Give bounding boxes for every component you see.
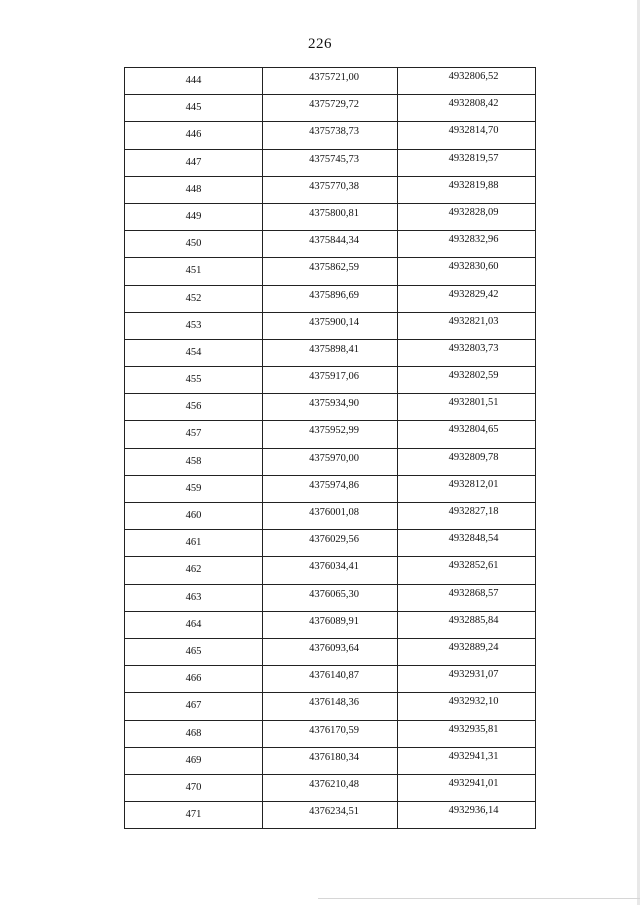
y-coordinate-text: 4932821,03 <box>448 315 499 327</box>
point-number-text: 449 <box>185 210 202 222</box>
point-number-text: 447 <box>185 156 202 168</box>
point-number-cell <box>125 394 263 421</box>
y-coordinate-text: 4932814,70 <box>448 125 499 137</box>
table-row <box>125 258 536 285</box>
point-number-text: 450 <box>185 238 202 250</box>
table-row <box>125 448 536 475</box>
point-number-text: 452 <box>185 292 202 304</box>
y-coordinate-cell <box>398 122 536 149</box>
x-coordinate-cell <box>263 448 398 475</box>
table-row <box>125 530 536 557</box>
table-row <box>125 149 536 176</box>
coordinates-table <box>124 67 536 829</box>
table-row <box>125 394 536 421</box>
table-row <box>125 231 536 258</box>
x-coordinate-text: 4376089,91 <box>309 615 359 627</box>
x-coordinate-cell <box>263 611 398 638</box>
point-number-cell <box>125 747 263 774</box>
x-coordinate-cell <box>263 367 398 394</box>
y-coordinate-text: 4932868,57 <box>448 587 499 599</box>
x-coordinate-cell <box>263 68 398 95</box>
y-coordinate-cell <box>398 285 536 312</box>
x-coordinate-text: 4375844,34 <box>309 235 359 247</box>
table-row <box>125 68 536 95</box>
y-coordinate-text: 4932827,18 <box>448 506 499 517</box>
point-number-cell <box>125 530 263 557</box>
y-coordinate-cell <box>398 176 536 203</box>
y-coordinate-cell <box>398 638 536 665</box>
point-number-cell <box>125 339 263 366</box>
table-row <box>125 475 536 502</box>
x-coordinate-text: 4375800,81 <box>309 207 359 219</box>
x-coordinate-text: 4375900,14 <box>309 316 359 328</box>
y-coordinate-text: 4932806,52 <box>448 71 499 82</box>
point-number-cell <box>125 720 263 747</box>
y-coordinate-text: 4932801,51 <box>448 397 499 409</box>
table-row <box>125 203 536 230</box>
point-number-cell <box>125 448 263 475</box>
point-number-text: 471 <box>185 809 202 821</box>
point-number-text: 456 <box>185 401 202 413</box>
x-coordinate-cell <box>263 720 398 747</box>
y-coordinate-text: 4932819,88 <box>448 179 499 191</box>
point-number-cell <box>125 231 263 258</box>
x-coordinate-cell <box>263 747 398 774</box>
point-number-text: 463 <box>185 591 202 603</box>
x-coordinate-cell <box>263 95 398 122</box>
point-number-cell <box>125 149 263 176</box>
y-coordinate-cell <box>398 584 536 611</box>
point-number-cell <box>125 68 263 95</box>
x-coordinate-cell <box>263 693 398 720</box>
point-number-cell <box>125 421 263 448</box>
x-coordinate-text: 4376234,51 <box>309 806 359 818</box>
y-coordinate-text: 4932935,81 <box>448 723 499 735</box>
x-coordinate-cell <box>263 231 398 258</box>
y-coordinate-text: 4932804,65 <box>448 424 499 436</box>
y-coordinate-text: 4932941,31 <box>448 750 499 762</box>
table-row <box>125 638 536 665</box>
y-coordinate-cell <box>398 231 536 258</box>
point-number-text: 468 <box>185 727 202 739</box>
x-coordinate-cell <box>263 421 398 448</box>
x-coordinate-text: 4375974,86 <box>309 479 359 491</box>
y-coordinate-cell <box>398 557 536 584</box>
x-coordinate-text: 4376001,08 <box>309 507 359 518</box>
point-number-cell <box>125 503 263 530</box>
point-number-cell <box>125 693 263 720</box>
point-number-text: 464 <box>185 618 202 630</box>
y-coordinate-cell <box>398 339 536 366</box>
y-coordinate-cell <box>398 394 536 421</box>
x-coordinate-text: 4376093,64 <box>309 642 359 654</box>
x-coordinate-cell <box>263 339 398 366</box>
point-number-text: 465 <box>185 645 202 657</box>
table-row <box>125 312 536 339</box>
x-coordinate-text: 4376034,41 <box>309 561 359 573</box>
point-number-cell <box>125 258 263 285</box>
y-coordinate-text: 4932830,60 <box>448 261 499 273</box>
y-coordinate-text: 4932889,24 <box>448 641 499 653</box>
x-coordinate-text: 4375970,00 <box>309 452 359 464</box>
y-coordinate-text: 4932809,78 <box>448 451 499 463</box>
x-coordinate-cell <box>263 530 398 557</box>
point-number-cell <box>125 774 263 801</box>
table-row <box>125 503 536 530</box>
x-coordinate-text: 4376180,34 <box>309 751 359 763</box>
y-coordinate-text: 4932832,96 <box>448 234 499 246</box>
y-coordinate-cell <box>398 475 536 502</box>
point-number-cell <box>125 367 263 394</box>
point-number-text: 460 <box>185 510 202 521</box>
y-coordinate-cell <box>398 421 536 448</box>
y-coordinate-cell <box>398 68 536 95</box>
table-row <box>125 367 536 394</box>
point-number-text: 451 <box>185 265 202 277</box>
y-coordinate-text: 4932852,61 <box>448 560 499 572</box>
y-coordinate-cell <box>398 149 536 176</box>
point-number-cell <box>125 475 263 502</box>
y-coordinate-text: 4932848,54 <box>448 533 499 545</box>
x-coordinate-cell <box>263 285 398 312</box>
y-coordinate-cell <box>398 802 536 829</box>
table-row <box>125 421 536 448</box>
x-coordinate-text: 4376148,36 <box>309 697 359 709</box>
x-coordinate-cell <box>263 475 398 502</box>
point-number-text: 466 <box>185 673 202 685</box>
x-coordinate-cell <box>263 258 398 285</box>
x-coordinate-cell <box>263 666 398 693</box>
point-number-text: 458 <box>185 455 202 467</box>
y-coordinate-text: 4932941,01 <box>448 777 499 789</box>
point-number-text: 461 <box>185 537 202 549</box>
y-coordinate-cell <box>398 666 536 693</box>
y-coordinate-cell <box>398 95 536 122</box>
table-row <box>125 122 536 149</box>
table-row <box>125 774 536 801</box>
y-coordinate-text: 4932828,09 <box>448 206 499 218</box>
x-coordinate-cell <box>263 774 398 801</box>
y-coordinate-text: 4932808,42 <box>448 98 499 110</box>
point-number-cell <box>125 557 263 584</box>
x-coordinate-cell <box>263 149 398 176</box>
y-coordinate-cell <box>398 312 536 339</box>
x-coordinate-cell <box>263 176 398 203</box>
table-row <box>125 611 536 638</box>
point-number-cell <box>125 285 263 312</box>
point-number-cell <box>125 584 263 611</box>
point-number-cell <box>125 203 263 230</box>
x-coordinate-cell <box>263 122 398 149</box>
y-coordinate-cell <box>398 611 536 638</box>
point-number-text: 454 <box>185 346 202 358</box>
table-row <box>125 802 536 829</box>
point-number-text: 444 <box>185 75 202 86</box>
x-coordinate-text: 4375745,73 <box>309 153 359 165</box>
point-number-text: 459 <box>185 482 202 494</box>
y-coordinate-cell <box>398 258 536 285</box>
x-coordinate-text: 4376029,56 <box>309 534 359 546</box>
x-coordinate-cell <box>263 503 398 530</box>
x-coordinate-text: 4376065,30 <box>309 588 359 600</box>
y-coordinate-cell <box>398 720 536 747</box>
table-row <box>125 176 536 203</box>
x-coordinate-text: 4375721,00 <box>309 72 359 83</box>
y-coordinate-text: 4932812,01 <box>448 478 499 490</box>
y-coordinate-text: 4932803,73 <box>448 342 499 354</box>
point-number-cell <box>125 122 263 149</box>
y-coordinate-text: 4932932,10 <box>448 696 499 708</box>
point-number-cell <box>125 95 263 122</box>
point-number-text: 470 <box>185 781 202 793</box>
table-row <box>125 339 536 366</box>
y-coordinate-text: 4932802,59 <box>448 370 499 382</box>
y-coordinate-cell <box>398 774 536 801</box>
point-number-text: 448 <box>185 183 202 195</box>
point-number-text: 446 <box>185 129 202 141</box>
x-coordinate-cell <box>263 312 398 339</box>
x-coordinate-cell <box>263 638 398 665</box>
x-coordinate-text: 4375770,38 <box>309 180 359 192</box>
table-row <box>125 285 536 312</box>
x-coordinate-text: 4375952,99 <box>309 425 359 437</box>
table-row <box>125 693 536 720</box>
x-coordinate-text: 4376170,59 <box>309 724 359 736</box>
y-coordinate-cell <box>398 693 536 720</box>
x-coordinate-text: 4375738,73 <box>309 126 359 138</box>
x-coordinate-cell <box>263 802 398 829</box>
coordinates-table-body <box>125 68 536 829</box>
x-coordinate-text: 4375934,90 <box>309 398 359 410</box>
y-coordinate-text: 4932885,84 <box>448 614 499 626</box>
page-number: 226 <box>308 36 332 52</box>
point-number-cell <box>125 638 263 665</box>
x-coordinate-text: 4375896,69 <box>309 289 359 301</box>
y-coordinate-cell <box>398 448 536 475</box>
x-coordinate-text: 4375729,72 <box>309 99 359 111</box>
point-number-cell <box>125 176 263 203</box>
point-number-text: 462 <box>185 564 202 576</box>
y-coordinate-cell <box>398 503 536 530</box>
point-number-cell <box>125 611 263 638</box>
y-coordinate-text: 4932819,57 <box>448 152 499 164</box>
y-coordinate-text: 4932936,14 <box>448 805 499 817</box>
x-coordinate-text: 4375898,41 <box>309 343 359 355</box>
table-row <box>125 666 536 693</box>
table-row <box>125 720 536 747</box>
point-number-text: 457 <box>185 428 202 440</box>
x-coordinate-text: 4375862,59 <box>309 262 359 274</box>
scan-edge-bottom <box>318 898 640 899</box>
point-number-cell <box>125 666 263 693</box>
point-number-cell <box>125 802 263 829</box>
y-coordinate-text: 4932829,42 <box>448 288 499 300</box>
x-coordinate-cell <box>263 557 398 584</box>
x-coordinate-text: 4376210,48 <box>309 778 359 790</box>
y-coordinate-cell <box>398 367 536 394</box>
x-coordinate-text: 4375917,06 <box>309 371 359 383</box>
point-number-cell <box>125 312 263 339</box>
point-number-text: 453 <box>185 319 202 331</box>
y-coordinate-cell <box>398 530 536 557</box>
point-number-text: 445 <box>185 102 202 114</box>
point-number-text: 469 <box>185 754 202 766</box>
y-coordinate-cell <box>398 747 536 774</box>
x-coordinate-cell <box>263 203 398 230</box>
point-number-text: 467 <box>185 700 202 712</box>
y-coordinate-cell <box>398 203 536 230</box>
table-row <box>125 584 536 611</box>
y-coordinate-text: 4932931,07 <box>448 669 499 681</box>
table-row <box>125 95 536 122</box>
x-coordinate-cell <box>263 584 398 611</box>
table-row <box>125 747 536 774</box>
x-coordinate-text: 4376140,87 <box>309 670 359 682</box>
table-row <box>125 557 536 584</box>
x-coordinate-cell <box>263 394 398 421</box>
point-number-text: 455 <box>185 374 202 386</box>
